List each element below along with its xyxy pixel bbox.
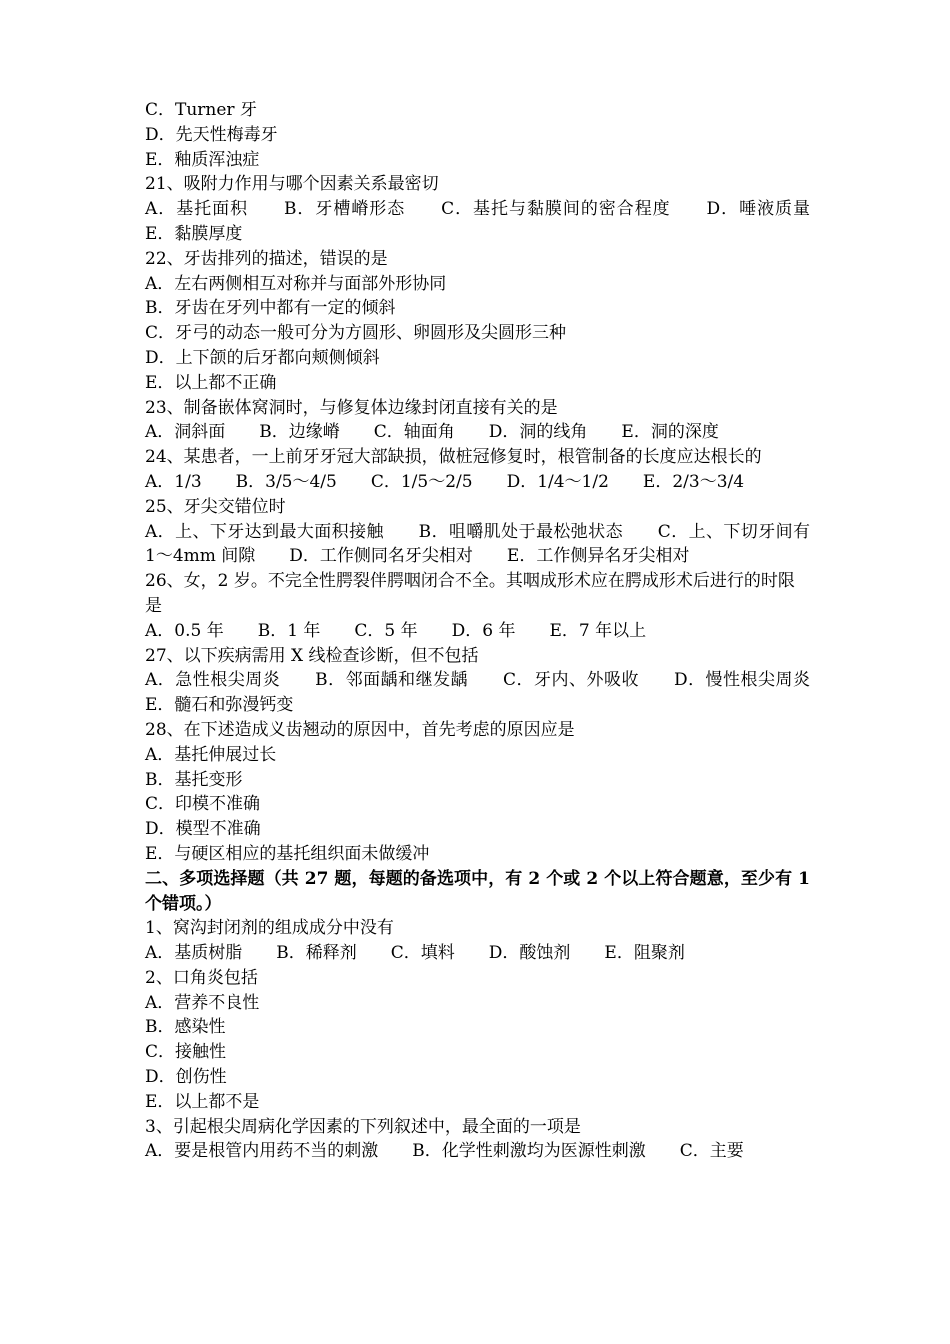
options-25: A．上、下牙达到最大面积接触 B．咀嚼肌处于最松弛状态 C．上、下切牙间有 1～4mm 间隙 D．工作侧同名牙尖相对 E．工作侧异名牙尖相对 — [145, 521, 810, 567]
question-27: 27、以下疾病需用 X 线检查诊断，但不包括 — [145, 645, 479, 666]
option-line: A．左右两侧相互对称并与面部外形协同 — [145, 273, 447, 294]
question-24: 24、某患者，一上前牙牙冠大部缺损，做桩冠修复时，根管制备的长度应达根长的 — [145, 447, 762, 468]
question-23: 23、制备嵌体窝洞时，与修复体边缘封闭直接有关的是 — [145, 397, 558, 418]
question-22: 22、牙齿排列的描述，错误的是 — [145, 248, 388, 269]
options-27: A．急性根尖周炎 B．邻面龋和继发龋 C．牙内、外吸收 D．慢性根尖周炎 E．髓石和弥漫钙变 — [145, 670, 844, 716]
option-line: B．牙齿在牙列中都有一定的倾斜 — [145, 298, 396, 319]
options-m1: A．基质树脂 B．稀释剂 C．填料 D．酸蚀剂 E．阻聚剂 — [145, 943, 685, 964]
section-heading-multiple-choice: 二、多项选择题（共 27 题，每题的备选项中，有 2 个或 2 个以上符合题意，至少有 1 个错项。） — [145, 868, 810, 914]
options-m3: A．要是根管内用药不当的刺激 B．化学性刺激均为医源性刺激 C．主要 — [145, 1141, 744, 1162]
option-line: A．基托伸展过长 — [145, 744, 277, 765]
option-line: B．基托变形 — [145, 769, 243, 790]
option-line: D．上下颌的后牙都向颊侧倾斜 — [145, 347, 380, 368]
options-23: A．洞斜面 B．边缘嵴 C．轴面角 D．洞的线角 E．洞的深度 — [145, 422, 719, 443]
question-21: 21、吸附力作用与哪个因素关系最密切 — [145, 174, 439, 195]
option-line: E．以上都不正确 — [145, 372, 277, 393]
option-line: E．以上都不是 — [145, 1091, 260, 1112]
option-line: B．感染性 — [145, 1017, 226, 1038]
question-m2: 2、口角炎包括 — [145, 967, 258, 988]
option-line: D．模型不准确 — [145, 819, 261, 840]
options-21: A．基托面积 B．牙槽嵴形态 C．基托与黏膜间的密合程度 D．唾液质量 E．黏膜厚度 — [145, 199, 844, 244]
question-28: 28、在下述造成义齿翘动的原因中，首先考虑的原因应是 — [145, 719, 575, 740]
option-line: D．创伤性 — [145, 1067, 227, 1088]
option-line: A．营养不良性 — [145, 992, 260, 1013]
question-m3: 3、引起根尖周病化学因素的下列叙述中，最全面的一项是 — [145, 1116, 581, 1137]
option-line: E．与硬区相应的基托组织面未做缓冲 — [145, 843, 430, 864]
options-24: A．1/3 B．3/5～4/5 C．1/5～2/5 D．1/4～1/2 E．2/3～3/4 — [145, 471, 745, 492]
question-m1: 1、窝沟封闭剂的组成成分中没有 — [145, 918, 394, 939]
question-26: 26、女，2 岁。不完全性腭裂伴腭咽闭合不全。其咽成形术应在腭成形术后进行的时限是 — [145, 571, 795, 616]
option-line: D．先天性梅毒牙 — [145, 124, 278, 145]
option-line: C．牙弓的动态一般可分为方圆形、卵圆形及尖圆形三种 — [145, 323, 567, 344]
option-line: E．釉质浑浊症 — [145, 149, 260, 170]
option-line: C．接触性 — [145, 1042, 227, 1063]
option-line: C．印模不准确 — [145, 794, 261, 815]
options-26: A．0.5 年 B．1 年 C．5 年 D．6 年 E．7 年以上 — [145, 620, 647, 641]
option-line: C．Turner 牙 — [145, 100, 257, 120]
document-page — [145, 98, 844, 1164]
question-25: 25、牙尖交错位时 — [145, 496, 286, 517]
